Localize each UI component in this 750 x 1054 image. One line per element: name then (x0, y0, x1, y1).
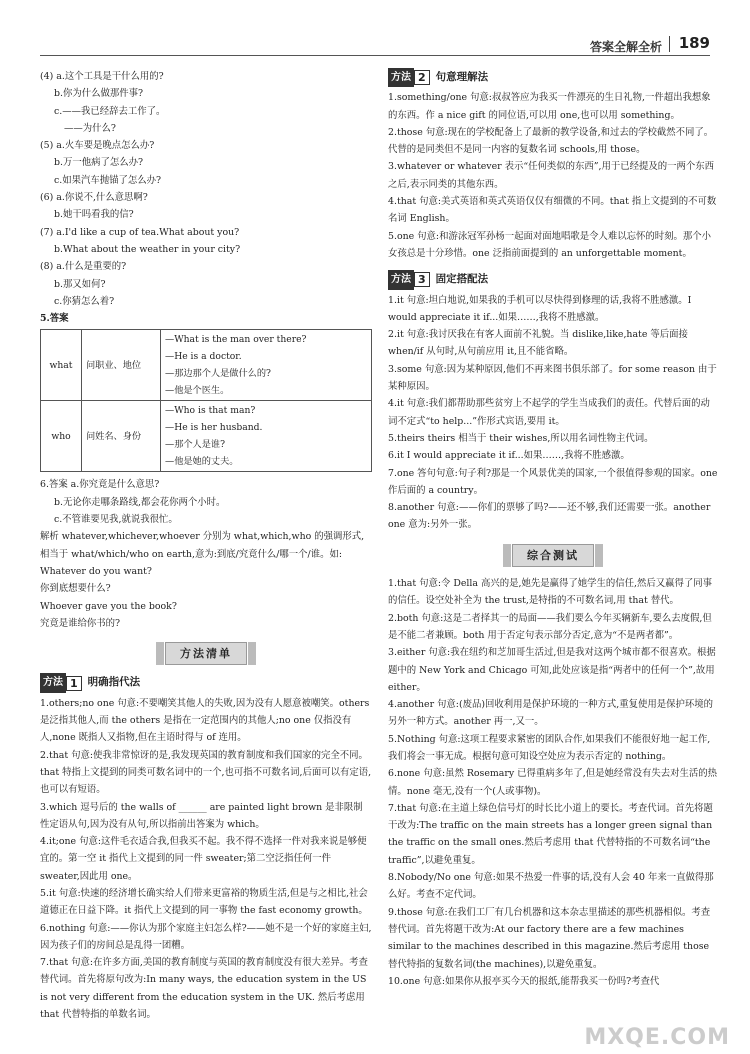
q6-line: Whatever do you want? (40, 565, 152, 577)
section-title: 答案全解全析 (589, 40, 662, 54)
method-title: 固定搭配法 (435, 273, 489, 286)
list-item: 2.those 句意:现在的学校配备上了最新的教学设备,和过去的学校截然不同了。代替的是同类但不是同一内容的复数名词 schools,用 those。 (388, 126, 714, 156)
q6-line: 解析 whatever,whichever,whoever 分别为 what,which,who 的强调形式,相当于 what/which/who on earth,意为:到底/究竟什么/哪一个/谁。如: (40, 531, 365, 560)
list-item: 2.both 句意:这是二者择其一的局面——我们要么今年买辆新车,要么去度假,但是不能二者兼顾。both 用于否定句表示部分否定,意为“不是两者都”。 (388, 612, 712, 641)
list-item: 6.nothing 句意:——你认为那个家庭主妇怎么样?——她不是一个好的家庭主妇,因为孩子们的房间总是乱得一团糟。 (40, 922, 372, 951)
method3-items (388, 292, 718, 534)
list-item: 9.those 句意:在我们工厂有几台机器和这本杂志里描述的那些机器相似。考查替代词。首先将题干改为:At our factory there are a few machines similar to the machines described in this magazine.然后考虑用 those 替代特指的复数名词(the machines),以避免重复。 (388, 906, 711, 970)
table-cell (161, 330, 372, 401)
list-item: 3.either 句意:我在纽约和芝加哥生活过,但是我对这两个城市都不很喜欢。根据题中的 New York and Chicago 可知,此处应该是指“两者中的任何一个”,故用 either。 (388, 647, 716, 693)
banner-title: 综合测试 (512, 544, 594, 567)
q6-line: c.不管谁要见我,就说我很忙。 (54, 514, 178, 526)
table-cell: what (41, 330, 82, 401)
q4-line: b.那又如何? (54, 278, 106, 290)
q4-line: (6) a.你说不,什么意思啊? (40, 192, 148, 204)
list-item: 7.one 答句句意:句子利?那是一个风景优美的国家,一个很值得参观的国家。one 作后面的 a country。 (388, 467, 718, 496)
list-item: 5.Nothing 句意:这项工程要求紧密的团队合作,如果我们不能很好地一起工作,我们将会一事无成。根据句意可知设空处应为表示否定的 nothing。 (388, 733, 711, 762)
q6-block (40, 476, 372, 632)
header-separator (669, 36, 670, 52)
table-cell: 问职业、地位 (82, 330, 161, 401)
list-item: 5.it 句意:快速的经济增长确实给人们带来更富裕的物质生活,但是与之相比,社会道德正在日益下降。it 指代上文提到的同一事物 the fast economy growth。 (40, 887, 368, 917)
example-line: —他是个医生。 (165, 385, 230, 397)
q4-line: b.你为什么做那件事? (54, 88, 144, 100)
method2-heading (388, 68, 718, 87)
table-row (41, 330, 372, 401)
page-number: 189 (678, 34, 710, 52)
list-item: 6.it I would appreciate it if...如果……,我将不胜感激。 (388, 450, 630, 462)
example-line: —那个人是谁? (165, 439, 226, 451)
method-list-banner (40, 642, 372, 665)
banner-title: 方法清单 (165, 642, 247, 665)
list-item: 8.Nobody/No one 句意:如果不热爱一件事的话,没有人会 40 年来一直做得那么好。考查不定代词。 (388, 872, 714, 901)
q4-line: (5) a.火车要是晚点怎么办? (40, 140, 155, 152)
list-item: 3.some 句意:因为某种原因,他们不再来图书俱乐部了。for some reason 由于某种原因。 (388, 363, 717, 393)
method1-heading (40, 673, 372, 692)
list-item: 1.something/one 句意:叔叔答应为我买一件漂亮的生日礼物,一件超出我想象的东西。作 a nice gift 的同位语,可以用 one,也可以用 something。 (388, 92, 711, 121)
list-item: 2.that 句意:使我非常惊讶的是,我发现英国的教育制度和我们国家的完全不同。that 特指上文提到的同类可数名词中的一个,也可指不可数名词,后面可以有定语,也可以有短语。 (40, 749, 372, 796)
list-item: 1.that 句意:令 Della 高兴的是,她先是赢得了她学生的信任,然后又赢得了同事的信任。设空处补全为 the trust,是特指的不可数名词,用 that 替代。 (388, 578, 712, 607)
q4-line: (8) a.什么是重要的? (40, 261, 127, 273)
method-number: 2 (414, 70, 430, 85)
method-tag: 方法 (388, 68, 414, 87)
q4-line: b.What about the weather in your city? (54, 243, 241, 255)
table-cell (161, 401, 372, 472)
method2-items (388, 89, 718, 262)
example-line: —He is a doctor. (165, 351, 242, 363)
list-item: 5.theirs theirs 相当于 their wishes,所以用名词性物主代词。 (388, 432, 654, 444)
method-number: 1 (66, 676, 82, 691)
list-item: 6.none 句意:虽然 Rosemary 已得重病多年了,但是她经常没有失去对生活的热情。none 毫无,没有一个(人或事物)。 (388, 768, 717, 797)
list-item: 7.that 句意:在许多方面,美国的教育制度与英国的教育制度没有很大差异。考查替代词。首先将原句改为:In many ways, the education system in the US is not very different from the education system in the UK. 然后考虑用 that 代替特指的单数名词。 (40, 957, 368, 1021)
example-line: —那边那个人是做什么的? (165, 368, 271, 380)
q4-line: c.如果汽车抛锚了怎么办? (54, 174, 162, 186)
right-column (388, 68, 718, 990)
method-title: 句意理解法 (435, 71, 489, 83)
q4-line: ——为什么? (64, 122, 116, 134)
list-item: 5.one 句意:和游泳冠军孙杨一起面对面地唱歌是令人难以忘怀的时刻。那个小女孩总是十分珍惜。one 泛指前面提到的 an unforgettable moment。 (388, 230, 711, 259)
method1-items (40, 695, 372, 1024)
page-header (0, 0, 750, 62)
list-item: 3.whatever or whatever 表示“任何类似的东西”,用于已经提及的一两个东西之后,表示同类的其他东西。 (388, 161, 715, 190)
q6-line: 你到底想要什么? (40, 583, 111, 595)
q6-line: b.无论你走哪条路线,都会花你两个小时。 (54, 496, 226, 508)
watermark-logo: MXQE.COM (584, 1025, 730, 1050)
list-item: 4.it;one 句意:这件毛衣适合我,但我买不起。我不得不选择一件对我来说是够便宜的。第一空 it 指代上文提到的同一件 sweater;第二空泛指任何一件 sweater,因此用 one。 (40, 836, 367, 882)
example-line: —Who is that man? (165, 405, 256, 417)
q4-list (40, 68, 372, 310)
header-rule (40, 55, 710, 56)
q6-line: 6.答案 a.你究竟是什么意思? (40, 479, 160, 491)
q4-line: (4) a.这个工具是干什么用的? (40, 71, 164, 82)
list-item: 1.it 句意:坦白地说,如果我的手机可以尽快得到修理的话,我将不胜感激。I would appreciate it if...如果……,我将不胜感激。 (388, 294, 692, 323)
table-cell: 问姓名、身份 (82, 401, 161, 472)
q5-answer-table (40, 329, 372, 472)
method3-heading (388, 270, 718, 289)
list-item: 7.that 句意:在主道上绿色信号灯的时长比小道上的要长。考查代词。首先将题干改为:The traffic on the main streets has a longer green signal than the traffic on the small ones.然后考虑用 that 代替特指的不可数名词“the traffic”,以避免重复。 (388, 802, 713, 866)
q4-line: c.你猜怎么着? (54, 295, 115, 307)
list-item: 4.that 句意:美式英语和英式英语仅仅有细微的不同。that 指上文提到的不可数名词 English。 (388, 196, 717, 225)
list-item: 10.one 句意:如果你从报亭买今天的报纸,能帮我买一份吗?考查代 (388, 975, 660, 987)
q6-line: Whoever gave you the book? (40, 600, 177, 612)
q4-line: (7) a.I'd like a cup of tea.What about you? (40, 226, 240, 238)
method-title: 明确指代法 (87, 676, 141, 689)
q6-line: 究竟是谁给你书的? (40, 617, 121, 629)
method-number: 3 (414, 272, 430, 287)
table-cell: who (41, 401, 82, 472)
table-row (41, 401, 372, 472)
example-line: —He is her husband. (165, 422, 263, 434)
left-column (40, 68, 372, 1023)
comprehensive-test-banner (388, 544, 718, 567)
list-item: 4.another 句意:(废品)回收利用是保护环境的一种方式,重复使用是保护环境的另外一种方式。another 再一,又一。 (388, 699, 713, 728)
list-item: 2.it 句意:我讨厌我在有客人面前不礼貌。当 dislike,like,hate 等后面接 when/if 从句时,从句前应用 it,且不能省略。 (388, 329, 688, 358)
list-item: 4.it 句意:我们都帮助那些贫穷上不起学的学生当成我们的责任。代替后面的动词不定式“to help...”作形式宾语,要用 it。 (388, 398, 710, 427)
method-tag: 方法 (40, 673, 66, 692)
q4-line: b.她干吗看我的信? (54, 209, 134, 221)
q5-label: 5.答案 (40, 313, 69, 325)
q4-line: b.万一他病了怎么办? (54, 157, 144, 169)
example-line: —他是她的丈夫。 (165, 456, 239, 468)
method-tag: 方法 (388, 270, 414, 289)
list-item: 8.another 句意:——你们的票够了吗?——还不够,我们还需要一张。another one 意为:另外一张。 (388, 502, 711, 531)
q4-line: c.——我已经辞去工作了。 (54, 105, 166, 117)
list-item: 1.others;no one 句意:不要嘲笑其他人的失败,因为没有人愿意被嘲笑。others 是泛指其他人,而 the others 是指在一定范围内的其他人;no one 仅指没有人,none 既指人又指物,但在主语时得与 of 连用。 (40, 697, 370, 744)
example-line: —What is the man over there? (165, 334, 307, 346)
test-items (388, 575, 718, 990)
list-item: 3.which 逗号后的 the walls of ______ are painted light brown 是非限制性定语从句,因为没有从句,所以指前出答案为 which。 (40, 801, 363, 830)
